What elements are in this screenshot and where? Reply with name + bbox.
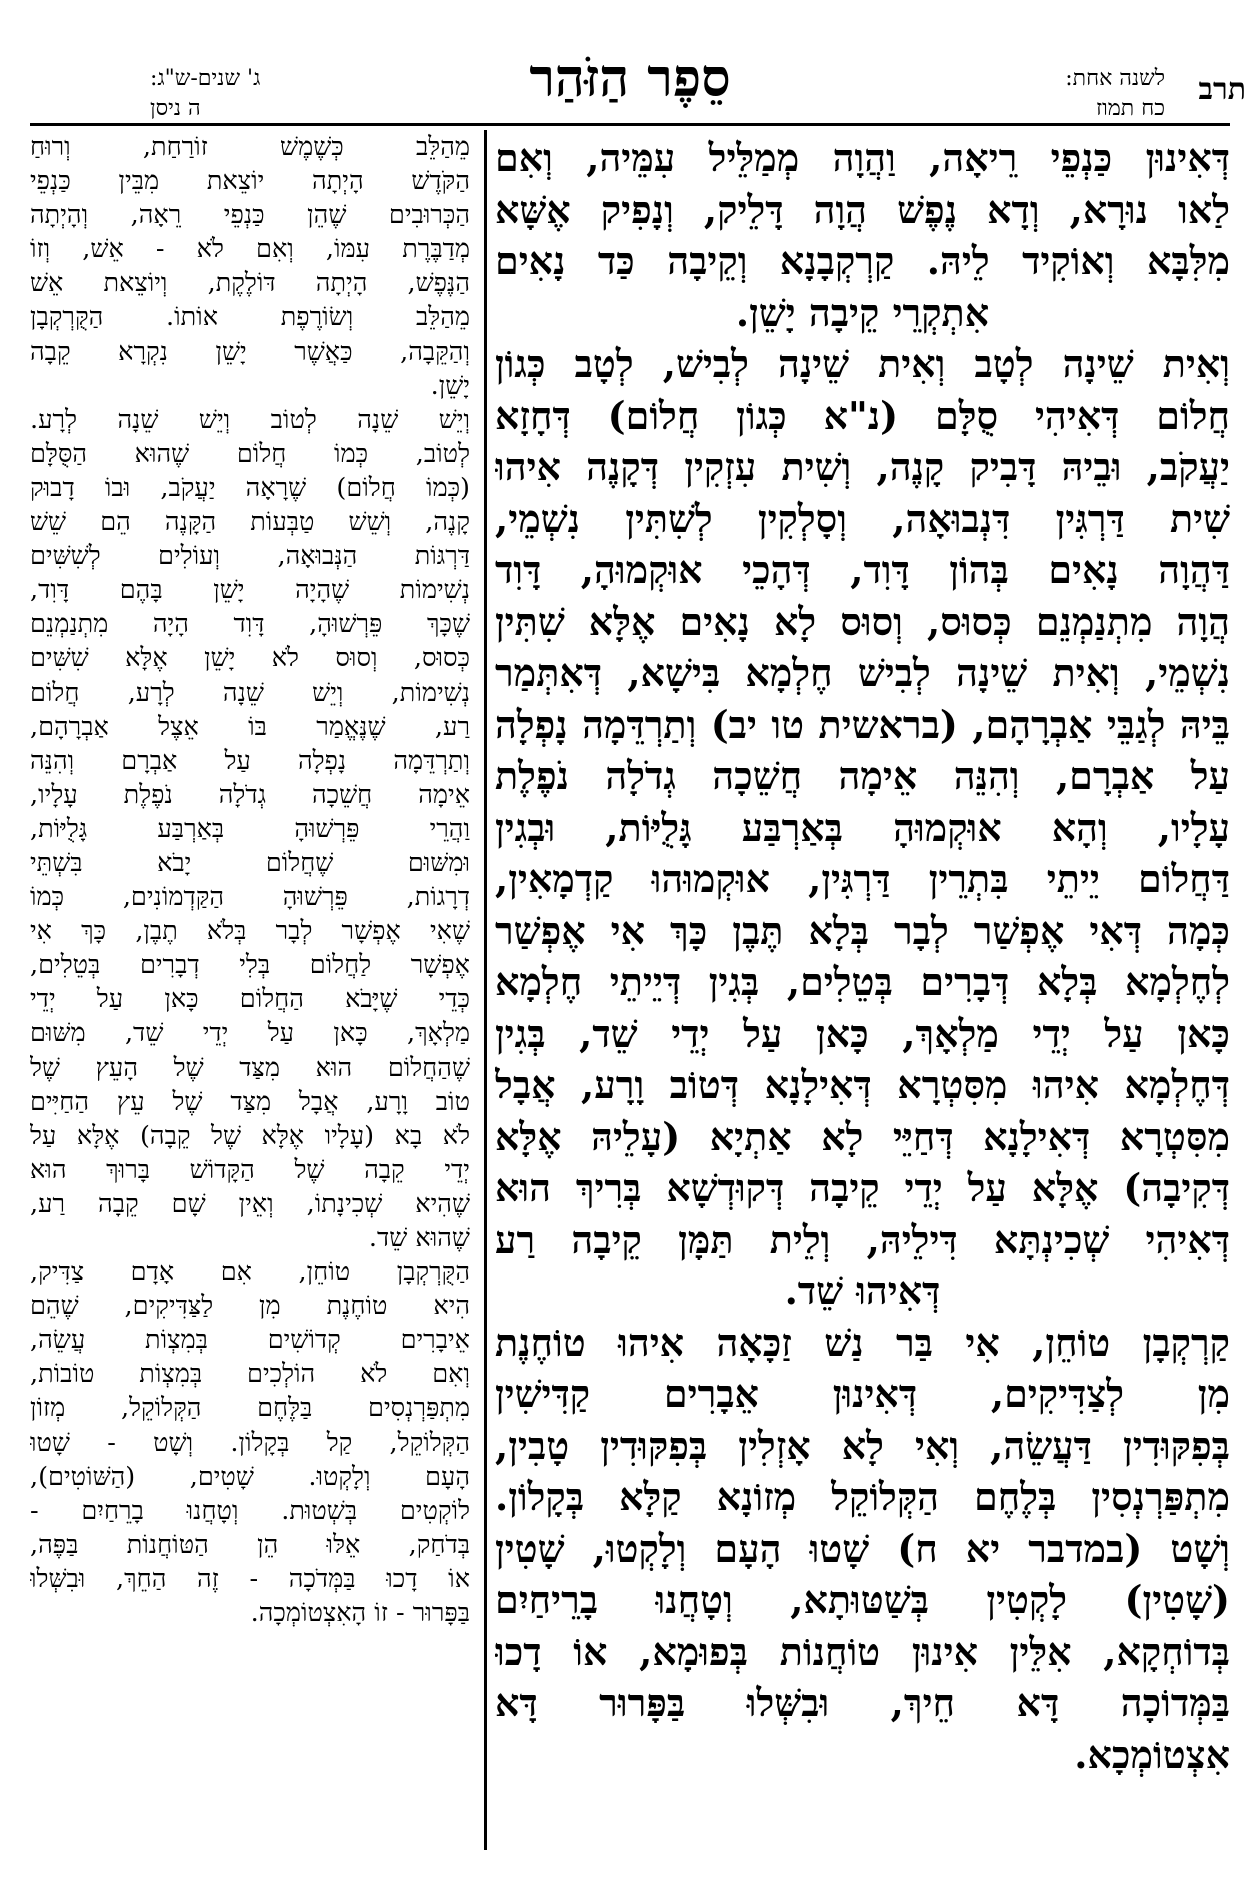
main-text-line: דְּאִיהוּ שֵׁד.: [784, 1268, 941, 1313]
main-text-line: לְחֶלְמָא בְּלָא דְּבָרִים בְּטֵלִים, בְּגִין דְּיֵיתֵי חֶלְמָא: [495, 959, 1230, 1004]
translation-line: בַּפָּרוּר - זוֹ הָאִצְטוֹמְכָה.: [250, 1598, 470, 1629]
translation-line: אֵיבָרִים קְדוֹשִׁים בְּמִצְוֹת עֲשֵׂה,: [30, 1325, 470, 1356]
translation-line: יְדֵי קֵבָה שֶׁל הַקָּדוֹשׁ בָּרוּךְ הוּא: [30, 1154, 470, 1185]
book-title: סֵפֶר הַזֹּהַר: [529, 48, 731, 109]
translation-line: מֵהַלֵּב כְּשֶׁמֶשׁ זוֹרַחַת, וְרוּחַ: [30, 132, 470, 162]
main-text-line: מִסִּטְרָא דְּאִילָנָא דְּחַיֵּי לָא אַתְיָא (עָלֵיהּ אֶלָּא: [495, 1113, 1230, 1159]
page-number: תרב: [1198, 72, 1246, 107]
main-text-line: עָלָיו, וְהָא אוּקְמוּהָ בְּאַרְבַּע גָּלֻיּוֹת, וּבְגִין: [495, 804, 1230, 850]
header-rule: [30, 123, 1230, 126]
main-text-line: בַּמְּדוֹכָה דָּא חֵיךְ, וּבִשְּׁלוּ בַּפָּרוּר דָּא: [495, 1680, 1230, 1725]
main-text-line: כָּאן עַל יְדֵי מַלְאָךְ, כָּאן עַל יְדֵי שֵׁד, בְּגִין: [495, 1010, 1230, 1056]
translation-line: כְּסוּס, וְסוּס לֹא יָשֵׁן אֶלָּא שִׁשִּׁים: [30, 643, 470, 674]
translation-line: לֹא בָא (עָלָיו אֶלָּא שֶׁל קֵבָה) אֶלָּא עַל: [30, 1120, 470, 1151]
main-text-line: (שָׁטִין) לָקְטִין בְּשַׁטּוּתָא, וְטָחֲנוּ בָרֵיחַיִם: [495, 1577, 1230, 1622]
translation-line: כְּדֵי שֶׁיָּבֹא הַחֲלוֹם כָּאן עַל יְדֵי: [30, 984, 470, 1015]
main-text-line: לַאו נוּרָא, וְדָא נֶפֶשׁ הֲוָה דָּלֵיק, וְנָפִיק אֶשָּׁא: [495, 186, 1230, 232]
header-right-line1: לשנה אחת:: [1065, 66, 1165, 91]
header-left-line2: ה ניסן: [150, 96, 201, 121]
translation-line: שֶׁהִיא שְׁכִינָתוֹ, וְאֵין שָׁם קֵבָה רַע,: [30, 1188, 470, 1219]
translation-line: הָעָם וְלָקְטוּ. שָׁטִים, (הַשּׁוֹטִים),: [30, 1461, 470, 1492]
main-text-line: בֵּיהּ לְגַבֵּי אַבְרָהָם, (בראשית טו יב) וְתַרְדֵּמָה נָפְלָה: [495, 701, 1230, 747]
main-text-line: וְשָׁט (במדבר יא ח) שָׁטוּ הָעָם וְלָקְטוּ, שָׁטִין: [495, 1525, 1230, 1571]
translation-line: מִתְפַּרְנְסִים בַּלֶּחֶם הַקְּלוֹקֵל, מְזוֹן: [30, 1393, 470, 1424]
translation-line: יָשֵׁן.: [430, 370, 470, 401]
translation-line: אֵימָה חֲשֵׁכָה גְדֹלָה נֹפֶלֶת עָלָיו,: [30, 779, 470, 810]
main-text-line: מִלִּבָּא וְאוֹקִיד לֵיהּ. קַרְקְבָנָא וְקֵיבָה כַּד נָאִים: [495, 238, 1230, 283]
translation-line: מְדַבֶּרֶת עִמּוֹ, וְאִם לֹא - אֵשׁ, וְזוֹ: [30, 234, 470, 265]
main-text-line: דַּהֲוָה נָאִים בְּהוֹן דָּוִד, דְּהָכֵי אוּקְמוּהָ, דָּוִד: [495, 547, 1230, 592]
translation-line: קָנֶה, וְשֵׁשׁ טַבְּעוֹת הַקָּנֶה הֵם שֵׁשׁ: [30, 507, 470, 538]
translation-line: וְהַקֵּבָה, כַּאֲשֶׁר יָשֵׁן נִקְרָא קֵבָה: [30, 336, 470, 367]
translation-line: טוֹב וָרָע, אֲבָל מִצַּד שֶׁל עֵץ הַחַיִּים: [30, 1086, 470, 1117]
main-text-line: כְּמָה דְּאִי אֶפְשַׁר לְבָר בְּלָא תֶּבֶן כָּךְ אִי אֶפְשַׁר: [495, 907, 1230, 953]
main-text-line: שִׁית דַּרְגִּין דִּנְבוּאָה, וְסָלְקִין לְשִׁתִּין נִשְׁמֵי,: [495, 495, 1230, 541]
main-text-line: דְּאִינוּן כַּנְפֵי רֵיאָה, וַהֲוָה מְמַלֵּיל עִמֵּיה, וְאִם: [495, 135, 1230, 180]
translation-line: מַלְאָךְ, כָּאן עַל יְדֵי שֵׁד, מִשּׁוּם: [30, 1018, 470, 1049]
main-text-line: אִתְקְרֵי קֵיבָה יָשֵׁן.: [735, 289, 990, 335]
main-text-line: קַרְקְבָן טוֹחֵן, אִי בַּר נַשׁ זַכָּאָה אִיהוּ טוֹחֶנֶת: [495, 1319, 1230, 1365]
translation-line: לְטוֹב, כְּמוֹ חֲלוֹם שֶׁהוּא הַסֻּלָּם: [30, 438, 470, 469]
translation-line: מֵהַלֵּב וְשׂוֹרֶפֶת אוֹתוֹ. הַקֻּרְקְבָן: [30, 302, 470, 333]
translation-line: דַּרְגּוֹת הַנְּבוּאָה, וְעוֹלִים לְשִׁשִּׁים: [30, 541, 470, 572]
translation-column: [30, 130, 470, 1630]
translation-line: שֶׁהוּא שֵׁד.: [368, 1223, 470, 1253]
translation-line: שֶׁכָּךְ פֵּרְשׁוּהָ, דָּוִד הָיָה מִתְנַמְנֵם: [30, 609, 470, 640]
main-text-line: דְּאִיהִי שְׁכִינְתָּא דִּילֵיהּ, וְלֵית תַּמָּן קֵיבָה רַע: [495, 1216, 1230, 1262]
translation-line: נְשִׁימוֹת, וְיֵשׁ שֵׁנָה לְרָע, חֲלוֹם: [30, 677, 470, 708]
header-left-line1: ג' שנים-ש"ג:: [150, 66, 261, 91]
main-text-line: דְּחֶלְמָא אִיהוּ מִסִּטְרָא דְּאִילָנָא דְּטוֹב וָרָע, אֲבָל: [495, 1062, 1230, 1107]
translation-line: וּמִשּׁוּם שֶׁחֲלוֹם יָבֹא בִּשְׁתֵּי: [30, 847, 470, 878]
translation-line: דְרָגוֹת, פֵּרְשׁוּהָ הַקַּדְמוֹנִים, כְּמוֹ: [30, 882, 470, 913]
main-text-line: בְּדוֹחְקָא, אִלֵּין אִינוּן טוֹחֲנוֹת בְּפוּמָא, אוֹ דָכוּ: [495, 1628, 1230, 1674]
translation-line: שֶׁאִי אֶפְשָׁר לְבָר בְּלֹא תֶבֶן, כָּךְ אִי: [30, 916, 470, 947]
main-text-line: נִשְׁמֵי, וְאִית שֵׁינָה לְבִישׁ חֶלְמָא בִּישָׁא, דְּאִתְּמַר: [495, 650, 1230, 695]
main-text-line: בְּפִקּוּדִין דַּעֲשֵׂה, וְאִי לָא אָזְלִין בְּפִקּוּדִין טָבִין,: [495, 1422, 1230, 1468]
main-text-line: יַעֲקֹב, וּבֵיהּ דָּבִיק קָנֶה, וְשִׁית עִזְקִין דְּקָנֶה אִיהוּ: [495, 444, 1230, 489]
main-text-line: הֲוָה מִתְנַמְנֵם כְּסוּס, וְסוּס לָא נָאִים אֶלָּא שִׁתִּין: [495, 598, 1230, 644]
main-text-column: [495, 132, 1230, 1780]
translation-line: רַע, שֶׁנֶּאֱמַר בּוֹ אֵצֶל אַבְרָהָם,: [30, 711, 470, 742]
translation-line: וְתַרְדֵּמָה נָפְלָה עַל אַבְרָם וְהִנֵּה: [30, 745, 470, 776]
translation-line: הִיא טוֹחֶנֶת מִן לַצַּדִּיקִים, שֶׁהֵם: [30, 1291, 470, 1322]
translation-line: הַקְּלוֹקֵל, קַל בְּקָלוֹן. וְשָׁט - שָׁטוּ: [30, 1427, 470, 1458]
translation-line: אֶפְשָׁר לַחֲלוֹם בְּלִי דְבָרִים בְּטֵלִים,: [30, 950, 470, 981]
translation-line: הַקֹּדֶשׁ הָיְתָה יוֹצֵאת מִבֵּין כַּנְפֵי: [30, 166, 470, 197]
translation-line: בְּדֹחַק, אֵלּוּ הֵן הַטּוֹחֲנוֹת בַּפֶּה,: [30, 1529, 470, 1560]
translation-line: נְשִׁימוֹת שֶׁהָיָה יָשֵׁן בָּהֶם דָּוִד,: [30, 575, 470, 606]
main-text-line: אִצְטוֹמְכָא.: [1074, 1731, 1230, 1777]
header-right-line2: כח תמוז: [1096, 96, 1165, 121]
main-text-line: מִן לְצַדִּיקִים, דְּאִינוּן אֵבָרִים קַדִּישִׁין: [495, 1371, 1230, 1416]
main-text-line: דַּחֲלוֹם יֵיתֵי בִּתְרֵין דַּרְגִּין, אוּקְמוּהוּ קַדְמָאִין,: [495, 856, 1230, 901]
translation-line: הַקֻּרְקְבָן טוֹחֵן, אִם אָדָם צַדִּיק,: [30, 1257, 470, 1288]
main-text-line: עַל אַבְרָם, וְהִנֵּה אֵימָה חֲשֵׁכָה גְדֹלָה נֹפֶלֶת: [495, 753, 1230, 798]
translation-line: הַנֶּפֶשׁ, הָיְתָה דּוֹלֶקֶת, וְיוֹצֵאת אֵשׁ: [30, 268, 470, 299]
translation-line: אוֹ דָכוּ בַּמְּדֹכָה - זֶה הַחֵךְ, וּבִשְּׁלוּ: [30, 1563, 470, 1594]
translation-line: וְיֵשׁ שֵׁנָה לְטוֹב וְיֵשׁ שֵׁנָה לְרָע.: [30, 404, 470, 435]
page-header: [0, 0, 1260, 120]
main-text-line: מִתְפַּרְנְסִין בְּלֶחֶם הַקְּלוֹקֵל מְזוֹנָא קַלָּא בְּקָלוֹן.: [495, 1474, 1230, 1519]
column-divider: [484, 130, 487, 1850]
translation-line: הַכְּרוּבִים שֶׁהֵן כַּנְפֵי רֵאָה, וְהָיְתָה: [30, 200, 470, 231]
translation-line: (כְּמוֹ חֲלוֹם) שֶׁרָאָה יַעֲקֹב, וּבוֹ דָבוּק: [30, 472, 470, 503]
main-text-line: דְּקִיבָה) אֶלָּא עַל יְדֵי קֵיבָה דְּקוּדְשָׁא בְּרִיךְ הוּא: [495, 1165, 1230, 1210]
translation-line: לוֹקְטִים בְּשְׁטוּת. וְטָחֲנוּ בָרֵחַיִם -: [30, 1495, 470, 1526]
translation-line: וַהֲרֵי פֵּרְשׁוּהָ בְּאַרְבַּע גָּלֻיּוֹת,: [30, 813, 470, 844]
translation-line: שֶׁהַחֲלוֹם הוּא מִצַּד שֶׁל הָעֵץ שֶׁל: [30, 1052, 470, 1083]
main-text-line: חֲלוֹם דְּאִיהִי סֻלָּם (נ"א כְּגוֹן חֲלוֹם) דְּחָזָא: [495, 392, 1230, 438]
main-text-line: וְאִית שֵׁינָה לְטָב וְאִית שֵׁינָה לְבִישׁ, לְטָב כְּגוֹן: [495, 341, 1230, 386]
header-left-note: [150, 64, 350, 124]
translation-line: וְאִם לֹא הוֹלְכִים בְּמִצְוֹת טוֹבוֹת,: [30, 1359, 470, 1390]
